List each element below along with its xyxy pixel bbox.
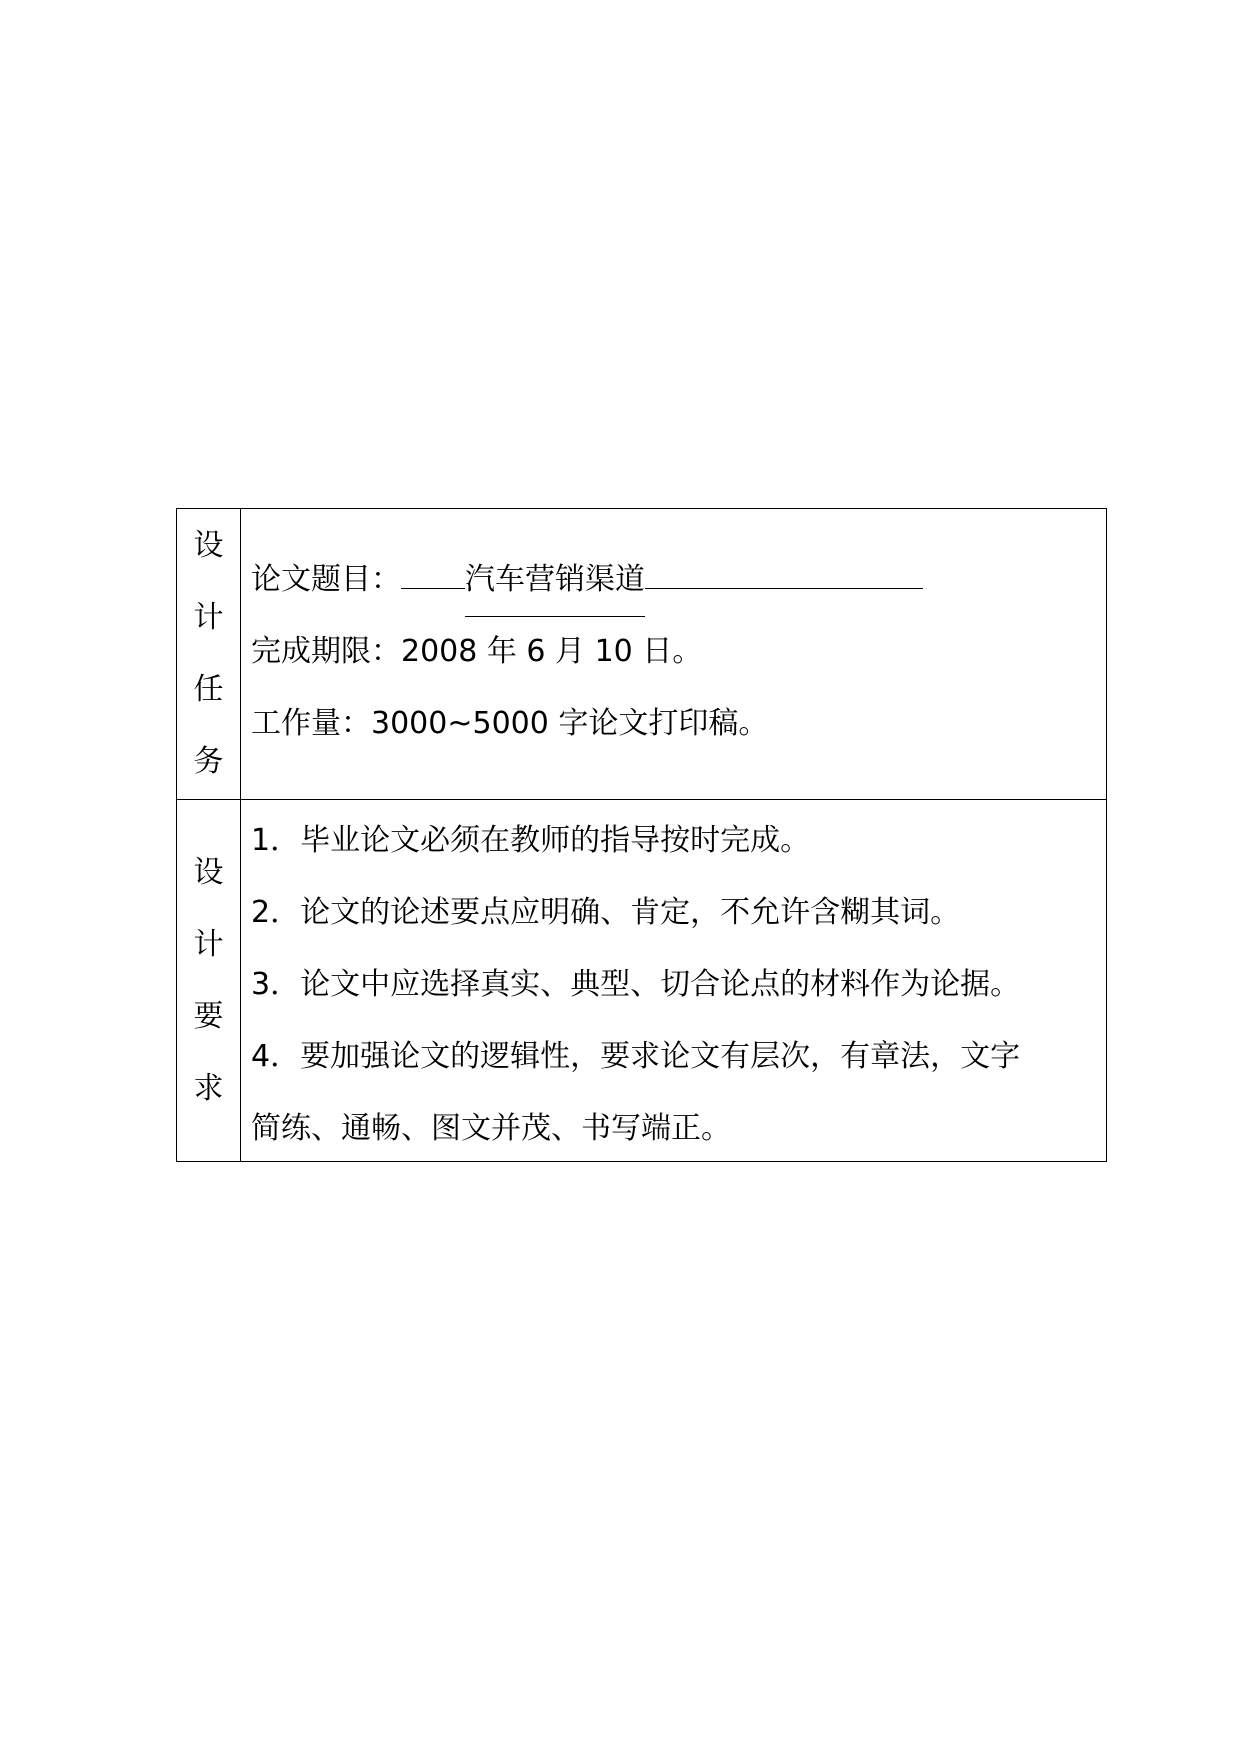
design-requirements-row [177, 799, 1106, 1161]
requirement-item: 3．论文中应选择真实、典型、切合论点的材料作为论据。 [251, 967, 1021, 1002]
requirement-item: 1．毕业论文必须在教师的指导按时完成。 [251, 823, 811, 858]
label-char: 设 [193, 854, 224, 890]
requirement-item: 2．论文的论述要点应明确、肯定，不允许含糊其词。 [251, 895, 961, 930]
label-char: 要 [193, 998, 224, 1034]
design-task-content [241, 509, 1106, 799]
label-char: 任 [193, 672, 224, 707]
design-task-label [177, 509, 241, 799]
label-char: 求 [193, 1070, 224, 1106]
workload-line: 工作量：3000~5000 字论文打印稿。 [251, 706, 769, 741]
requirement-item-continuation: 简练、通畅、图文并茂、书写端正。 [251, 1111, 731, 1146]
label-char: 务 [193, 744, 224, 779]
thesis-title-value: 汽车营销渠道 [465, 544, 645, 617]
title-underline-right [645, 556, 923, 589]
thesis-title-label: 论文题目： [251, 562, 401, 597]
label-char: 计 [193, 600, 224, 635]
label-char: 设 [193, 528, 224, 563]
thesis-title-line [251, 544, 1106, 616]
design-task-table [176, 508, 1107, 1162]
label-char: 计 [193, 926, 224, 962]
deadline-line: 完成期限：2008 年 6 月 10 日。 [251, 634, 703, 669]
design-task-row [177, 509, 1106, 799]
design-requirements-label [177, 800, 241, 1161]
requirement-item: 4．要加强论文的逻辑性，要求论文有层次，有章法，文字 [251, 1039, 1021, 1074]
title-underline-left [401, 556, 465, 589]
design-requirements-content [241, 800, 1106, 1161]
